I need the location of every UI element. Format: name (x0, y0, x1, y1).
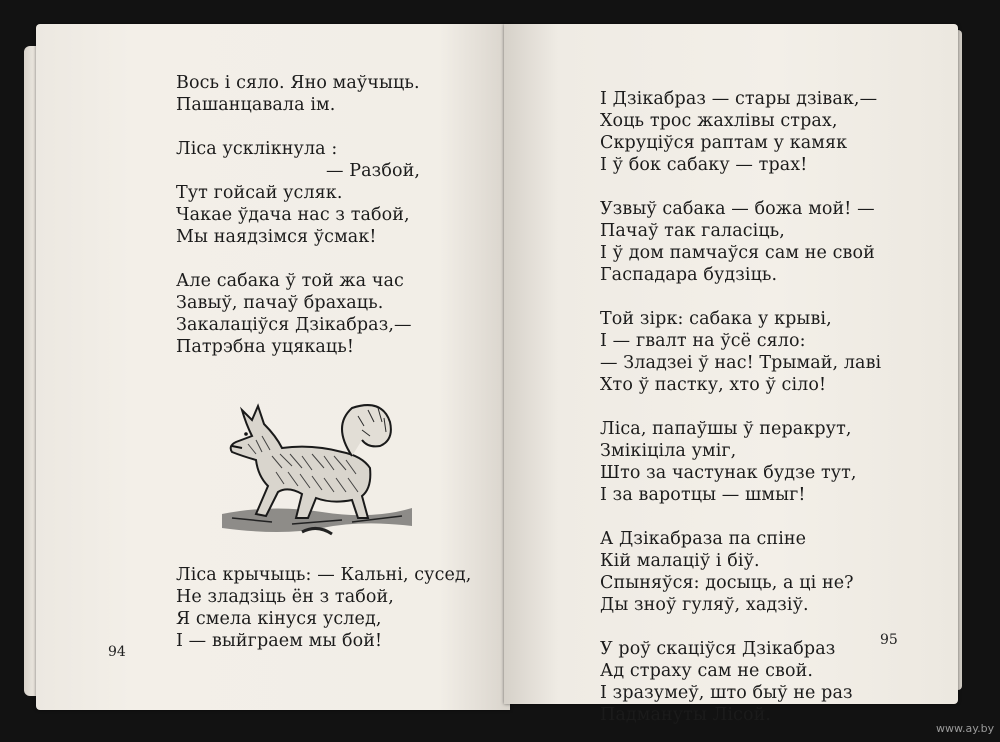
poem-line: І — выйграем мы бой! (176, 631, 383, 651)
page-number: 95 (880, 632, 898, 648)
poem-line: Патрэбна уцякаць! (176, 337, 355, 357)
stanza (176, 564, 506, 652)
poem-line: І — гвалт на ўсё сяло: (600, 331, 806, 351)
poem-line: Вось і сяло. Яно маўчыць. (176, 73, 420, 93)
poem-line: У роў скаціўся Дзікабраз (600, 639, 836, 659)
poem-line: І Дзікабраз — стары дзівак,— (600, 89, 878, 109)
stanza (176, 72, 496, 116)
poem-line: Змікіціла уміг, (600, 441, 737, 461)
poem-line: І ў дом памчаўся сам не свой (600, 243, 875, 263)
poem-line: Узвыў сабака — божа мой! — (600, 199, 875, 219)
poem-line: Хто ў пастку, хто ў сіло! (600, 375, 827, 395)
right-page (504, 24, 958, 725)
poem-line: Тут гойсай усляк. (176, 183, 343, 203)
stanza (600, 418, 940, 506)
poem-line: А Дзікабраза па спіне (600, 529, 807, 549)
poem-line: Той зірк: сабака у крыві, (600, 309, 832, 329)
poem-line: Спыняўся: досыць, а ці не? (600, 573, 854, 593)
stanza (600, 198, 940, 286)
stanza (600, 528, 940, 616)
poem-line: І ў бок сабаку — трах! (600, 155, 808, 175)
poem-line: Кій малаціў і біў. (600, 551, 760, 571)
page-number: 94 (108, 644, 126, 660)
left-page (36, 24, 510, 710)
poem-line: Ліса усклікнула : (176, 139, 338, 159)
poem-line: Гаспадара будзіць. (600, 265, 778, 285)
poem-line: Ліса, папаўшы ў перакрут, (600, 419, 852, 439)
poem-line: Хоць трос жахлівы страх, (600, 111, 838, 131)
left-text-top (176, 72, 496, 380)
poem-line: Не зладзіць ён з табой, (176, 587, 394, 607)
watermark: www.ay.by (936, 722, 995, 735)
poem-line: Скруціўся раптам у камяк (600, 133, 848, 153)
poem-line: Мы наядзімся ўсмак! (176, 227, 377, 247)
stanza (176, 138, 496, 248)
poem-line: Я смела кінуся услед, (176, 609, 382, 629)
poem-line: — Разбой, (326, 161, 421, 181)
dog-illustration-icon (212, 396, 418, 548)
stanza (600, 308, 940, 396)
poem-line: — Зладзеі ў нас! Трымай, лаві (600, 353, 882, 373)
poem-line: Ліса крычыць: — Кальні, сусед, (176, 565, 472, 585)
poem-line: Ад страху сам не свой. (600, 661, 814, 681)
poem-line: Але сабака ў той жа час (176, 271, 404, 291)
poem-line: І зразумеў, што быў не раз (600, 683, 853, 703)
poem-line: Ды зноў гуляў, хадзіў. (600, 595, 809, 615)
poem-line: Чакае ўдача нас з табой, (176, 205, 410, 225)
poem-line: Пашанцавала ім. (176, 95, 336, 115)
poem-line: Падмануты Лісой. (600, 705, 772, 725)
stanza (600, 88, 940, 176)
stanza (600, 638, 940, 726)
right-text (600, 88, 940, 726)
stanza (176, 270, 496, 358)
poem-line: Закалаціўся Дзікабраз,— (176, 315, 412, 335)
left-text-bottom (176, 564, 506, 652)
poem-line: Што за частунак будзе тут, (600, 463, 857, 483)
poem-line: Пачаў так галасіць, (600, 221, 785, 241)
poem-line: Завыў, пачаў брахаць. (176, 293, 384, 313)
poem-line: І за варотцы — шмыг! (600, 485, 806, 505)
